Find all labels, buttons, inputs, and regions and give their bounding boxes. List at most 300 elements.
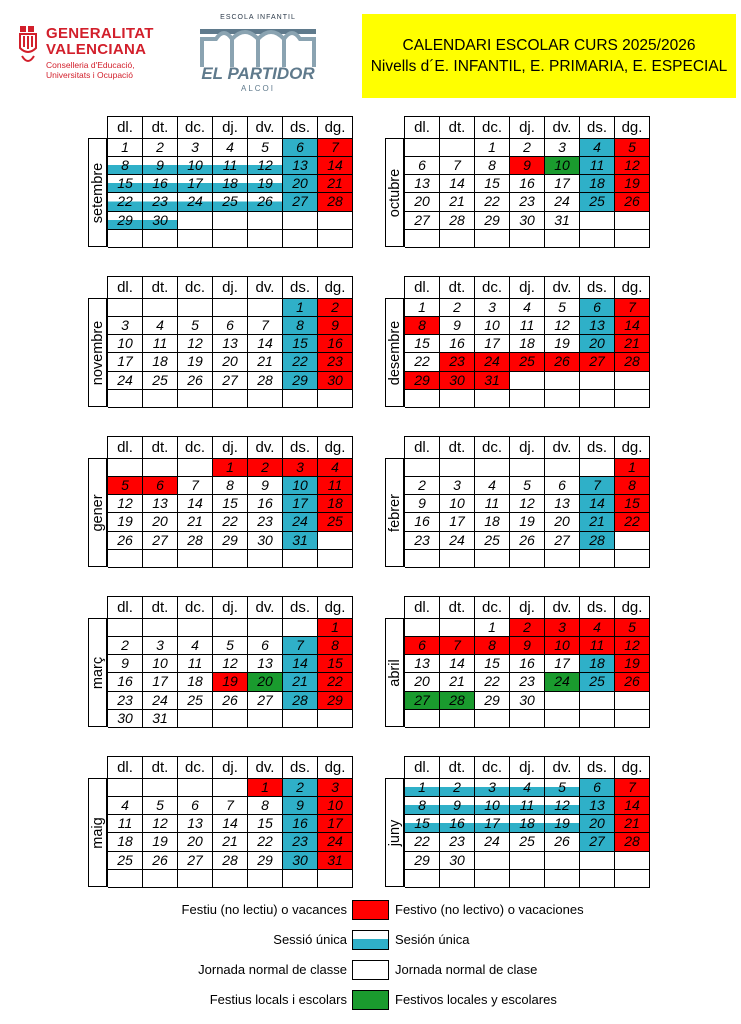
day-cell: 28: [615, 833, 650, 851]
day-cell: 15: [615, 495, 650, 513]
weekday-header: dt.: [143, 117, 178, 139]
empty-cell: [283, 870, 318, 888]
day-cell: 4: [318, 459, 353, 477]
day-cell: 23: [440, 833, 475, 851]
empty-cell: [178, 230, 213, 248]
day-cell: 16: [510, 175, 545, 193]
month-grid: [107, 276, 353, 407]
empty-cell: [283, 710, 318, 728]
day-cell: 30: [318, 372, 353, 390]
legend-label-spanish: Jornada normal de clase: [395, 962, 538, 977]
day-cell: 26: [108, 532, 143, 550]
empty-cell: [108, 870, 143, 888]
weekday-header: dt.: [143, 597, 178, 619]
day-cell: 22: [108, 193, 143, 211]
legend-label-valencian: Festiu (no lectiu) o vacances: [181, 902, 347, 917]
weekday-header: dg.: [318, 277, 353, 299]
empty-cell: [545, 230, 580, 248]
day-cell: 29: [283, 372, 318, 390]
day-cell: 31: [318, 852, 353, 870]
day-cell: 18: [108, 833, 143, 851]
weekday-header: dc.: [178, 597, 213, 619]
day-cell: 18: [143, 353, 178, 371]
weekday-header: dv.: [545, 757, 580, 779]
empty-cell: [108, 459, 143, 477]
day-cell: 20: [545, 513, 580, 531]
weekday-header: dv.: [248, 437, 283, 459]
empty-cell: [248, 390, 283, 408]
weekday-header: ds.: [580, 597, 615, 619]
day-cell: 3: [178, 139, 213, 157]
day-cell: 11: [108, 815, 143, 833]
day-cell: 3: [108, 317, 143, 335]
day-cell: 14: [440, 175, 475, 193]
day-cell: 19: [615, 655, 650, 673]
day-cell: 21: [248, 353, 283, 371]
empty-cell: [248, 299, 283, 317]
day-cell: 20: [580, 335, 615, 353]
day-cell: 27: [248, 692, 283, 710]
day-cell: 8: [405, 797, 440, 815]
day-cell: 9: [440, 797, 475, 815]
empty-cell: [318, 870, 353, 888]
empty-cell: [545, 692, 580, 710]
weekday-header: dv.: [545, 117, 580, 139]
day-cell: 10: [318, 797, 353, 815]
day-cell: 22: [475, 673, 510, 691]
empty-cell: [615, 710, 650, 728]
day-cell: 31: [545, 212, 580, 230]
day-cell: 27: [283, 193, 318, 211]
month-label-column: [88, 778, 107, 887]
month-name: novembre: [89, 320, 106, 385]
empty-cell: [213, 619, 248, 637]
weekday-header: dj.: [510, 757, 545, 779]
empty-cell: [510, 550, 545, 568]
weekday-header: dc.: [178, 757, 213, 779]
day-cell: 19: [108, 513, 143, 531]
day-cell: 3: [475, 299, 510, 317]
day-cell: 16: [248, 495, 283, 513]
weekday-header: dg.: [318, 757, 353, 779]
empty-cell: [248, 710, 283, 728]
empty-cell: [178, 550, 213, 568]
day-cell: 17: [143, 673, 178, 691]
day-cell: 30: [283, 852, 318, 870]
day-cell: 4: [475, 477, 510, 495]
day-cell: 5: [143, 797, 178, 815]
day-cell: 13: [143, 495, 178, 513]
empty-cell: [510, 870, 545, 888]
month-calendar-març: [88, 596, 353, 727]
weekday-header: dl.: [405, 277, 440, 299]
day-cell: 25: [178, 692, 213, 710]
day-cell: 10: [440, 495, 475, 513]
empty-cell: [475, 550, 510, 568]
day-cell: 9: [440, 317, 475, 335]
day-cell: 19: [178, 353, 213, 371]
month-grid: [404, 596, 650, 727]
day-cell: 30: [248, 532, 283, 550]
day-cell: 2: [440, 299, 475, 317]
day-cell: 24: [545, 673, 580, 691]
day-cell: 12: [545, 317, 580, 335]
empty-cell: [405, 139, 440, 157]
empty-cell: [143, 230, 178, 248]
empty-cell: [213, 710, 248, 728]
month-name: març: [89, 656, 106, 689]
weekday-header: dc.: [475, 437, 510, 459]
day-cell: 15: [318, 655, 353, 673]
day-cell: 19: [510, 513, 545, 531]
empty-cell: [178, 459, 213, 477]
weekday-header: dt.: [440, 757, 475, 779]
empty-cell: [318, 212, 353, 230]
day-cell: 8: [615, 477, 650, 495]
day-cell: 1: [318, 619, 353, 637]
day-cell: 12: [510, 495, 545, 513]
day-cell: 24: [318, 833, 353, 851]
empty-cell: [440, 870, 475, 888]
day-cell: 11: [510, 317, 545, 335]
day-cell: 24: [475, 833, 510, 851]
day-cell: 25: [318, 513, 353, 531]
legend-swatch-blue: [352, 930, 389, 950]
day-cell: 8: [213, 477, 248, 495]
day-cell: 9: [248, 477, 283, 495]
day-cell: 24: [178, 193, 213, 211]
day-cell: 13: [283, 157, 318, 175]
day-cell: 5: [178, 317, 213, 335]
legend-swatch-green: [352, 990, 389, 1010]
day-cell: 6: [248, 637, 283, 655]
empty-cell: [213, 230, 248, 248]
day-cell: 8: [405, 317, 440, 335]
empty-cell: [178, 619, 213, 637]
empty-cell: [615, 390, 650, 408]
empty-cell: [178, 870, 213, 888]
weekday-header: dj.: [510, 437, 545, 459]
empty-cell: [580, 390, 615, 408]
weekday-header: dt.: [143, 437, 178, 459]
day-cell: 17: [545, 175, 580, 193]
day-cell: 15: [405, 815, 440, 833]
empty-cell: [475, 459, 510, 477]
empty-cell: [283, 230, 318, 248]
day-cell: 21: [615, 335, 650, 353]
day-cell: 25: [580, 193, 615, 211]
day-cell: 29: [475, 692, 510, 710]
day-cell: 6: [580, 779, 615, 797]
day-cell: 25: [510, 833, 545, 851]
month-grid: [404, 436, 650, 567]
day-cell: 14: [615, 797, 650, 815]
generalitat-title-1: GENERALITAT: [46, 25, 154, 42]
day-cell: 4: [510, 779, 545, 797]
day-cell: 2: [440, 779, 475, 797]
weekday-header: dv.: [248, 277, 283, 299]
day-cell: 30: [510, 212, 545, 230]
day-cell: 18: [318, 495, 353, 513]
empty-cell: [615, 852, 650, 870]
day-cell: 6: [405, 157, 440, 175]
day-cell: 9: [108, 655, 143, 673]
empty-cell: [615, 532, 650, 550]
day-cell: 21: [318, 175, 353, 193]
day-cell: 23: [248, 513, 283, 531]
empty-cell: [143, 870, 178, 888]
month-label-column: [385, 138, 404, 247]
day-cell: 20: [405, 193, 440, 211]
weekday-header: dt.: [440, 277, 475, 299]
day-cell: 28: [440, 212, 475, 230]
weekday-header: dt.: [143, 757, 178, 779]
month-name: desembre: [386, 320, 403, 385]
weekday-header: dl.: [108, 277, 143, 299]
day-cell: 5: [108, 477, 143, 495]
day-cell: 26: [143, 852, 178, 870]
day-cell: 26: [615, 193, 650, 211]
day-cell: 5: [545, 779, 580, 797]
day-cell: 16: [143, 175, 178, 193]
day-cell: 1: [475, 139, 510, 157]
day-cell: 30: [440, 372, 475, 390]
day-cell: 4: [510, 299, 545, 317]
legend-swatch-red: [352, 900, 389, 920]
empty-cell: [545, 870, 580, 888]
weekday-header: dt.: [440, 437, 475, 459]
empty-cell: [510, 230, 545, 248]
day-cell: 26: [248, 193, 283, 211]
day-cell: 23: [143, 193, 178, 211]
day-cell: 29: [108, 212, 143, 230]
generalitat-title-2: VALENCIANA: [46, 41, 147, 58]
day-cell: 27: [213, 372, 248, 390]
day-cell: 14: [615, 317, 650, 335]
day-cell: 22: [615, 513, 650, 531]
day-cell: 13: [405, 175, 440, 193]
empty-cell: [545, 372, 580, 390]
legend-label-valencian: Festius locals i escolars: [209, 992, 347, 1007]
day-cell: 18: [580, 175, 615, 193]
weekday-header: dt.: [440, 597, 475, 619]
day-cell: 14: [440, 655, 475, 673]
day-cell: 20: [283, 175, 318, 193]
empty-cell: [108, 230, 143, 248]
empty-cell: [143, 390, 178, 408]
day-cell: 2: [318, 299, 353, 317]
day-cell: 27: [545, 532, 580, 550]
month-name: febrer: [386, 493, 403, 532]
day-cell: 21: [580, 513, 615, 531]
legend-label-spanish: Festivo (no lectivo) o vacaciones: [395, 902, 584, 917]
day-cell: 3: [475, 779, 510, 797]
day-cell: 7: [283, 637, 318, 655]
weekday-header: dg.: [615, 757, 650, 779]
day-cell: 14: [580, 495, 615, 513]
day-cell: 27: [580, 833, 615, 851]
day-cell: 5: [545, 299, 580, 317]
legend-row: [0, 930, 741, 952]
day-cell: 24: [108, 372, 143, 390]
day-cell: 2: [405, 477, 440, 495]
empty-cell: [440, 459, 475, 477]
day-cell: 8: [318, 637, 353, 655]
day-cell: 3: [440, 477, 475, 495]
day-cell: 10: [475, 797, 510, 815]
day-cell: 8: [283, 317, 318, 335]
day-cell: 24: [283, 513, 318, 531]
empty-cell: [405, 550, 440, 568]
day-cell: 18: [213, 175, 248, 193]
day-cell: 25: [580, 673, 615, 691]
weekday-header: ds.: [283, 437, 318, 459]
month-label-column: [385, 458, 404, 567]
day-cell: 24: [545, 193, 580, 211]
day-cell: 1: [405, 299, 440, 317]
empty-cell: [213, 870, 248, 888]
day-cell: 15: [283, 335, 318, 353]
day-cell: 7: [178, 477, 213, 495]
weekday-header: dl.: [108, 437, 143, 459]
weekday-header: dj.: [213, 437, 248, 459]
day-cell: 16: [440, 335, 475, 353]
legend-row: [0, 990, 741, 1012]
day-cell: 26: [213, 692, 248, 710]
month-calendar-febrer: [385, 436, 650, 567]
empty-cell: [580, 710, 615, 728]
empty-cell: [440, 710, 475, 728]
generalitat-logo: [18, 20, 178, 90]
day-cell: 15: [475, 175, 510, 193]
day-cell: 29: [475, 212, 510, 230]
legend-row: [0, 960, 741, 982]
day-cell: 19: [615, 175, 650, 193]
day-cell: 18: [510, 815, 545, 833]
weekday-header: ds.: [580, 117, 615, 139]
day-cell: 11: [475, 495, 510, 513]
day-cell: 27: [405, 692, 440, 710]
day-cell: 15: [213, 495, 248, 513]
weekday-header: dj.: [213, 277, 248, 299]
day-cell: 11: [580, 637, 615, 655]
day-cell: 23: [510, 673, 545, 691]
month-label-column: [88, 618, 107, 727]
day-cell: 13: [178, 815, 213, 833]
weekday-header: dc.: [178, 277, 213, 299]
month-calendar-gener: [88, 436, 353, 567]
day-cell: 11: [178, 655, 213, 673]
day-cell: 18: [580, 655, 615, 673]
day-cell: 22: [318, 673, 353, 691]
empty-cell: [248, 619, 283, 637]
empty-cell: [283, 390, 318, 408]
empty-cell: [283, 619, 318, 637]
empty-cell: [440, 139, 475, 157]
day-cell: 13: [580, 317, 615, 335]
empty-cell: [580, 692, 615, 710]
empty-cell: [580, 870, 615, 888]
day-cell: 28: [213, 852, 248, 870]
day-cell: 21: [440, 193, 475, 211]
empty-cell: [580, 852, 615, 870]
day-cell: 6: [178, 797, 213, 815]
weekday-header: dl.: [405, 757, 440, 779]
day-cell: 9: [510, 637, 545, 655]
day-cell: 6: [580, 299, 615, 317]
day-cell: 27: [143, 532, 178, 550]
weekday-header: ds.: [283, 277, 318, 299]
weekday-header: dg.: [318, 597, 353, 619]
day-cell: 13: [248, 655, 283, 673]
empty-cell: [248, 550, 283, 568]
empty-cell: [405, 710, 440, 728]
day-cell: 24: [475, 353, 510, 371]
day-cell: 15: [108, 175, 143, 193]
day-cell: 3: [545, 619, 580, 637]
day-cell: 28: [248, 372, 283, 390]
day-cell: 12: [615, 157, 650, 175]
month-label-column: [88, 458, 107, 567]
weekday-header: dj.: [213, 757, 248, 779]
empty-cell: [213, 299, 248, 317]
day-cell: 2: [248, 459, 283, 477]
day-cell: 1: [405, 779, 440, 797]
day-cell: 6: [545, 477, 580, 495]
day-cell: 29: [318, 692, 353, 710]
day-cell: 1: [248, 779, 283, 797]
day-cell: 28: [580, 532, 615, 550]
empty-cell: [143, 779, 178, 797]
empty-cell: [108, 299, 143, 317]
weekday-header: dg.: [318, 437, 353, 459]
weekday-header: dv.: [248, 597, 283, 619]
empty-cell: [143, 299, 178, 317]
day-cell: 16: [108, 673, 143, 691]
day-cell: 4: [108, 797, 143, 815]
weekday-header: dv.: [545, 277, 580, 299]
day-cell: 3: [545, 139, 580, 157]
month-calendar-juny: [385, 756, 650, 887]
school-logo: [198, 14, 318, 98]
day-cell: 10: [283, 477, 318, 495]
day-cell: 31: [475, 372, 510, 390]
day-cell: 22: [405, 353, 440, 371]
weekday-header: ds.: [283, 117, 318, 139]
day-cell: 1: [475, 619, 510, 637]
day-cell: 22: [475, 193, 510, 211]
day-cell: 7: [248, 317, 283, 335]
day-cell: 9: [143, 157, 178, 175]
day-cell: 17: [108, 353, 143, 371]
day-cell: 14: [318, 157, 353, 175]
day-cell: 24: [143, 692, 178, 710]
weekday-header: dj.: [510, 277, 545, 299]
day-cell: 6: [283, 139, 318, 157]
month-grid: [107, 756, 353, 887]
empty-cell: [440, 390, 475, 408]
day-cell: 9: [318, 317, 353, 335]
weekday-header: dc.: [475, 757, 510, 779]
month-grid: [107, 596, 353, 727]
empty-cell: [283, 212, 318, 230]
calendar-subtitle: Nivells d´E. INFANTIL, E. PRIMARIA, E. ESPECIAL: [370, 58, 728, 75]
empty-cell: [615, 870, 650, 888]
day-cell: 20: [405, 673, 440, 691]
empty-cell: [405, 390, 440, 408]
day-cell: 23: [283, 833, 318, 851]
day-cell: 29: [213, 532, 248, 550]
